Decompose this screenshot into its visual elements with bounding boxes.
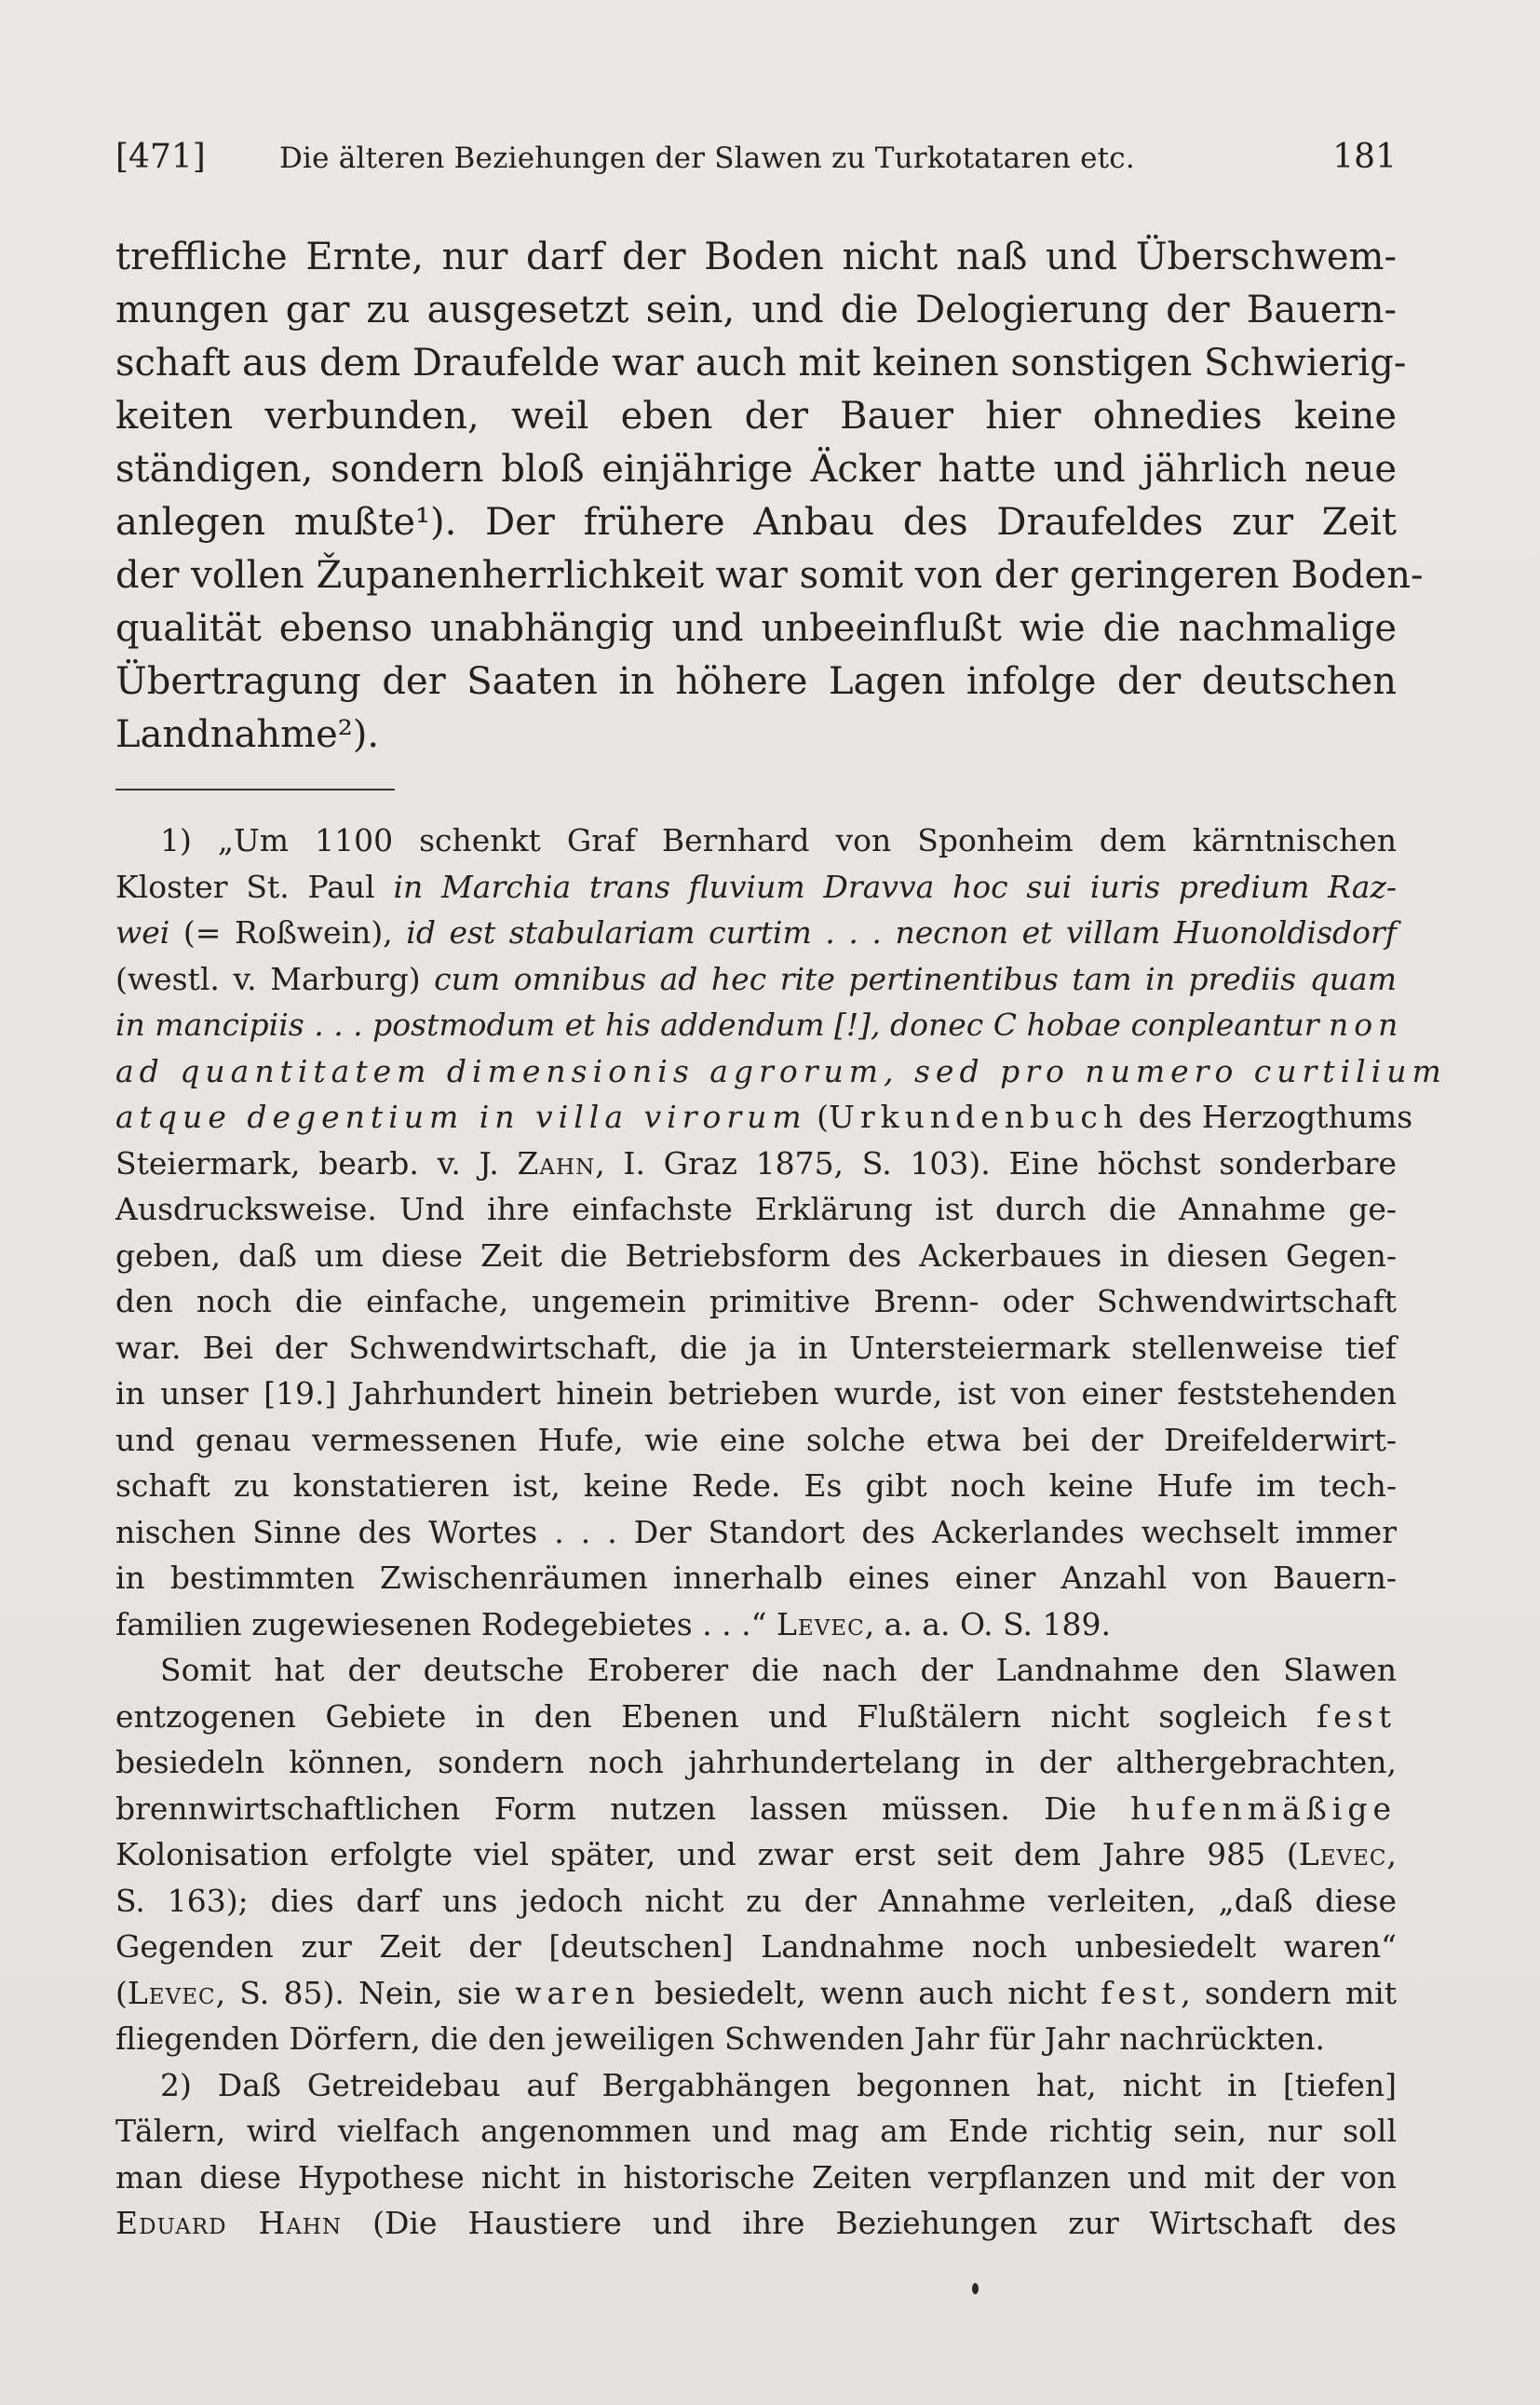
ink-speck: [972, 2283, 979, 2294]
text-line: ständigen, sondern bloß einjährige Äcker hatte und jährlich neue: [115, 448, 1397, 491]
running-title: Die älteren Beziehungen der Slawen zu Turkotataren etc.: [279, 142, 1135, 175]
footnote-1-line: war. Bei der Schwendwirtschaft, die ja in Untersteiermark stellenweise tief: [115, 1329, 1397, 1366]
footnote-divider: [115, 789, 395, 790]
footnote-1-paragraph-line: Gegenden zur Zeit der [deutschen] Landnahme noch unbesiedelt waren“: [115, 1928, 1397, 1965]
footnote-1-paragraph-line: besiedeln können, sondern noch jahrhundertelang in der althergebrachten,: [115, 1744, 1397, 1780]
text-line: der vollen Županenherrlichkeit war somit von der geringeren Boden-: [115, 554, 1424, 597]
footnote-1-line: nischen Sinne des Wortes . . . Der Standort des Ackerlandes wechselt immer: [115, 1513, 1397, 1550]
footnote-1-line: schaft zu konstatieren ist, keine Rede. Es gibt noch keine Hufe im tech-: [115, 1467, 1397, 1504]
page-header: [115, 138, 1397, 194]
footnote-1-line: wei (= Roßwein), id est stabulariam curtim . . . necnon et villam Huonoldisdorf: [115, 914, 1397, 951]
footnote-1-line: 1) „Um 1100 schenkt Graf Bernhard von Sponheim dem kärntnischen: [160, 822, 1397, 858]
footnote-1-line: geben, daß um diese Zeit die Betriebsform des Ackerbaues in diesen Gegen-: [115, 1236, 1397, 1274]
text-line: keiten verbunden, weil eben der Bauer hier ohnedies keine: [115, 395, 1397, 438]
text-line: Landnahme²).: [115, 713, 380, 756]
page-number: 181: [1332, 138, 1397, 176]
text-line: schaft aus dem Draufelde war auch mit keinen sonstigen Schwierig-: [115, 342, 1407, 385]
page-reference: [471]: [115, 138, 206, 176]
footnote-1-paragraph-line: entzogenen Gebiete in den Ebenen und Flußtälern nicht sogleich fest: [115, 1697, 1397, 1735]
footnote-1-line: Ausdrucksweise. Und ihre einfachste Erklärung ist durch die Annahme ge-: [115, 1191, 1397, 1227]
footnotes: [115, 817, 1447, 2247]
footnote-1-paragraph-line: Somit hat der deutsche Eroberer die nach der Landnahme den Slawen: [160, 1652, 1397, 1688]
main-text: [115, 231, 1424, 762]
footnote-1-line: in mancipiis . . . postmodum et his addendum [!], donec C hobae conpleantur non: [115, 1007, 1404, 1043]
footnote-1-line: in bestimmten Zwischenräumen innerhalb eines einer Anzahl von Bauern-: [115, 1560, 1397, 1596]
footnote-1-paragraph-line: (Levec, S. 85). Nein, sie waren besiedelt, wenn auch nicht fest, sondern mit: [115, 1974, 1397, 2011]
footnote-1-paragraph-line: brennwirtschaftlichen Form nutzen lassen müssen. Die hufenmäßige: [115, 1790, 1397, 1827]
footnote-2-line: 2) Daß Getreidebau auf Bergabhängen begonnen hat, nicht in [tiefen]: [160, 2066, 1397, 2103]
text-line: anlegen mußte¹). Der frühere Anbau des Draufeldes zur Zeit: [115, 501, 1397, 544]
footnote-1-line: Kloster St. Paul in Marchia trans fluvium Dravva hoc sui iuris predium Raz-: [115, 868, 1397, 905]
footnote-1-line: atque degentium in villa virorum (Urkundenbuch des Herzogthums: [115, 1099, 1413, 1135]
footnote-2-line: Eduard Hahn (Die Haustiere und ihre Beziehungen zur Wirtschaft des: [115, 2205, 1397, 2241]
footnote-1-line: (westl. v. Marburg) cum omnibus ad hec rite pertinentibus tam in prediis quam: [115, 960, 1397, 997]
footnote-1-line: und genau vermessenen Hufe, wie eine solche etwa bei der Dreifelderwirt-: [115, 1421, 1397, 1458]
text-line: Übertragung der Saaten in höhere Lagen infolge der deutschen: [115, 660, 1397, 703]
text-line: treffliche Ernte, nur darf der Boden nicht naß und Überschwem-: [115, 236, 1397, 278]
text-line: qualität ebenso unabhängig und unbeeinflußt wie die nachmalige: [115, 607, 1397, 650]
footnote-1-line: den noch die einfache, ungemein primitive Brenn- oder Schwendwirtschaft: [115, 1283, 1397, 1319]
footnote-1-line: Steiermark, bearb. v. J. Zahn, I. Graz 1875, S. 103). Eine höchst sonderbare: [115, 1144, 1397, 1182]
footnote-1-paragraph-line: fliegenden Dörfern, die den jeweiligen Schwenden Jahr für Jahr nachrückten.: [115, 2020, 1325, 2057]
footnote-2-line: Tälern, wird vielfach angenommen und mag am Ende richtig sein, nur soll: [115, 2113, 1397, 2149]
footnote-1-paragraph-line: Kolonisation erfolgte viel später, und zwar erst seit dem Jahre 985 (Levec,: [115, 1836, 1397, 1872]
footnote-2-line: man diese Hypothese nicht in historische Zeiten verpflanzen und mit der von: [115, 2158, 1397, 2196]
footnote-1-line: in unser [19.] Jahrhundert hinein betrieben wurde, ist von einer feststehenden: [115, 1375, 1397, 1412]
footnote-1-paragraph-line: S. 163); dies darf uns jedoch nicht zu der Annahme verleiten, „daß diese: [115, 1882, 1397, 1919]
footnote-1-line: familien zugewiesenen Rodegebietes . . .“ Levec, a. a. O. S. 189.: [115, 1605, 1111, 1642]
footnote-1-line: ad quantitatem dimensionis agrorum, sed pro numero curtilium: [115, 1052, 1447, 1089]
text-line: mungen gar zu ausgesetzt sein, und die Delogierung der Bauern-: [115, 289, 1397, 331]
